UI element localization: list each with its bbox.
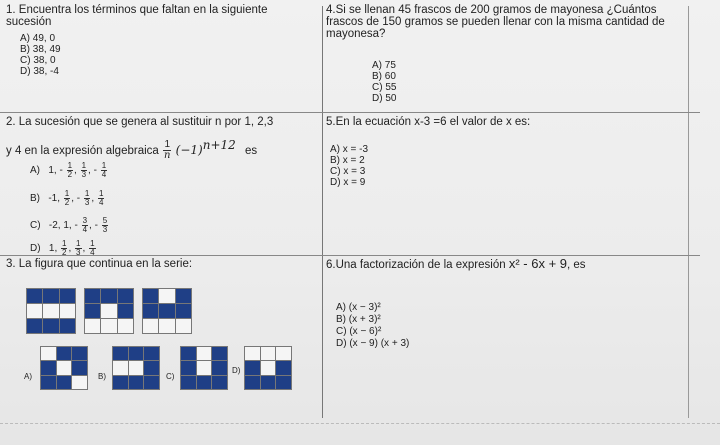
q1-option-c: C) 38, 0 <box>20 55 56 66</box>
q2-option-a-label: A) <box>30 165 40 177</box>
q2-a-f1d: 2 <box>67 170 73 179</box>
series-figure-1 <box>26 288 76 334</box>
q2-d-f2d: 3 <box>76 248 81 257</box>
q2-d-f3n: 1 <box>90 239 95 248</box>
q2-d-mid: , <box>68 243 72 255</box>
q2-b-f1d: 2 <box>64 198 70 207</box>
q2-fraction-denominator: n <box>164 150 171 162</box>
q3-label-a: A) <box>24 372 32 381</box>
q2-a-f2d: 3 <box>81 170 87 179</box>
q6-option-d: D) (x − 9) (x + 3) <box>336 338 410 349</box>
q6-option-b: B) (x + 3)² <box>336 314 381 325</box>
q2-b-f3d: 4 <box>98 198 104 207</box>
q3-label-d: D) <box>232 366 241 375</box>
q1-option-a: A) 49, 0 <box>20 33 56 44</box>
q2-c-mid: , - <box>89 220 98 232</box>
question-5-options <box>330 144 368 188</box>
q2-d-mid2: , <box>82 243 86 255</box>
q2-d-f1n: 1 <box>62 239 67 248</box>
q2-d-f2n: 1 <box>76 239 81 248</box>
question-5-stem: 5.En la ecuación x-3 =6 el valor de x es: <box>326 116 531 128</box>
q2-a-f2n: 1 <box>81 161 87 170</box>
q5-option-c: C) x = 3 <box>330 166 366 177</box>
question-4-stem: 4.Si se llenan 45 frascos de 200 gramos de mayonesa ¿Cuántos frascos de 150 gramos se pueden llenar con la misma cantidad de mayonesa? <box>326 4 665 40</box>
q2-a-f3d: 4 <box>101 170 107 179</box>
q2-d-lead: 1, <box>48 243 58 255</box>
q3-option-c-figure <box>180 346 228 390</box>
bottom-dashed-line <box>0 423 720 424</box>
q3-option-d-figure <box>244 346 292 390</box>
q2-stem-text: y 4 en la expresión algebraica <box>6 144 159 157</box>
series-figure-3 <box>142 288 192 334</box>
q3-option-a-figure <box>40 346 88 390</box>
q2-b-lead: -1, <box>48 193 61 205</box>
q2-b-mid: , - <box>71 193 81 205</box>
q2-a-f1n: 1 <box>67 161 73 170</box>
q1-option-d: D) 38, -4 <box>20 66 59 77</box>
q2-option-c <box>30 217 109 234</box>
q6-option-c: C) (x − 6)² <box>336 326 382 337</box>
q6-stem-text: 6.Una factorización de la expresión <box>326 259 506 271</box>
series-figure-2 <box>84 288 134 334</box>
q2-option-d-label: D) <box>30 243 41 255</box>
q6-stem-end: , es <box>567 259 586 271</box>
q2-option-b-label: B) <box>30 193 40 205</box>
q2-a-f3n: 1 <box>101 161 107 170</box>
question-3-stem: 3. La figura que continua en la serie: <box>6 258 193 270</box>
q2-c-lead: -2, 1, - <box>48 220 78 232</box>
q2-option-a <box>30 162 108 179</box>
q5-option-b: B) x = 2 <box>330 155 365 166</box>
q2-exponent: n+12 <box>202 138 236 152</box>
q2-c-f1d: 4 <box>82 225 88 234</box>
row-divider-1 <box>0 112 700 113</box>
row-divider-2 <box>0 255 700 256</box>
q5-option-d: D) x = 9 <box>330 177 366 188</box>
q3-label-c: C) <box>166 372 175 381</box>
q2-a-mid2: , - <box>88 165 97 177</box>
q2-c-f2n: 5 <box>102 216 108 225</box>
question-2-stem-line2 <box>6 136 257 161</box>
q2-b-f3n: 1 <box>98 189 104 198</box>
q2-a-lead: 1, - <box>48 165 63 177</box>
q1-option-b: B) 38, 49 <box>20 44 61 55</box>
question-2-stem-line1: 2. La sucesión que se genera al sustituir n por 1, 2,3 <box>6 116 274 128</box>
q2-a-mid: , <box>74 165 77 177</box>
q3-option-b-figure <box>112 346 160 390</box>
q4-option-c: C) 55 <box>372 82 397 93</box>
q2-b-f2d: 3 <box>84 198 90 207</box>
q2-fraction <box>163 140 171 161</box>
q4-option-b: B) 60 <box>372 71 396 82</box>
q2-fraction-numerator: 1 <box>164 139 170 151</box>
q2-base: (−1) <box>175 142 203 157</box>
q2-d-f1d: 2 <box>62 248 67 257</box>
q2-b-f1n: 1 <box>64 189 70 198</box>
question-4-options <box>372 60 396 104</box>
q3-label-b: B) <box>98 372 106 381</box>
q2-option-b <box>30 190 105 207</box>
question-1-options <box>20 33 61 77</box>
q2-stem-end: es <box>244 144 258 157</box>
question-1-stem: 1. Encuentra los términos que faltan en la siguiente sucesión <box>6 4 268 28</box>
q2-d-f3d: 4 <box>90 248 95 257</box>
column-divider <box>322 6 323 418</box>
q4-option-d: D) 50 <box>372 93 397 104</box>
q2-b-mid2: , <box>91 193 95 205</box>
q2-c-f1n: 3 <box>82 216 88 225</box>
right-border <box>688 6 689 418</box>
q6-option-a: A) (x − 3)² <box>336 302 381 313</box>
q4-option-a: A) 75 <box>372 60 396 71</box>
q2-option-d <box>30 240 97 257</box>
question-6-stem <box>326 258 586 271</box>
q6-expression: x² - 6x + 9 <box>508 256 568 271</box>
q2-option-c-label: C) <box>30 220 41 232</box>
question-6-options <box>336 302 409 350</box>
q5-option-a: A) x = -3 <box>330 144 369 155</box>
q2-c-f2d: 3 <box>102 225 108 234</box>
q2-b-f2n: 1 <box>84 189 90 198</box>
